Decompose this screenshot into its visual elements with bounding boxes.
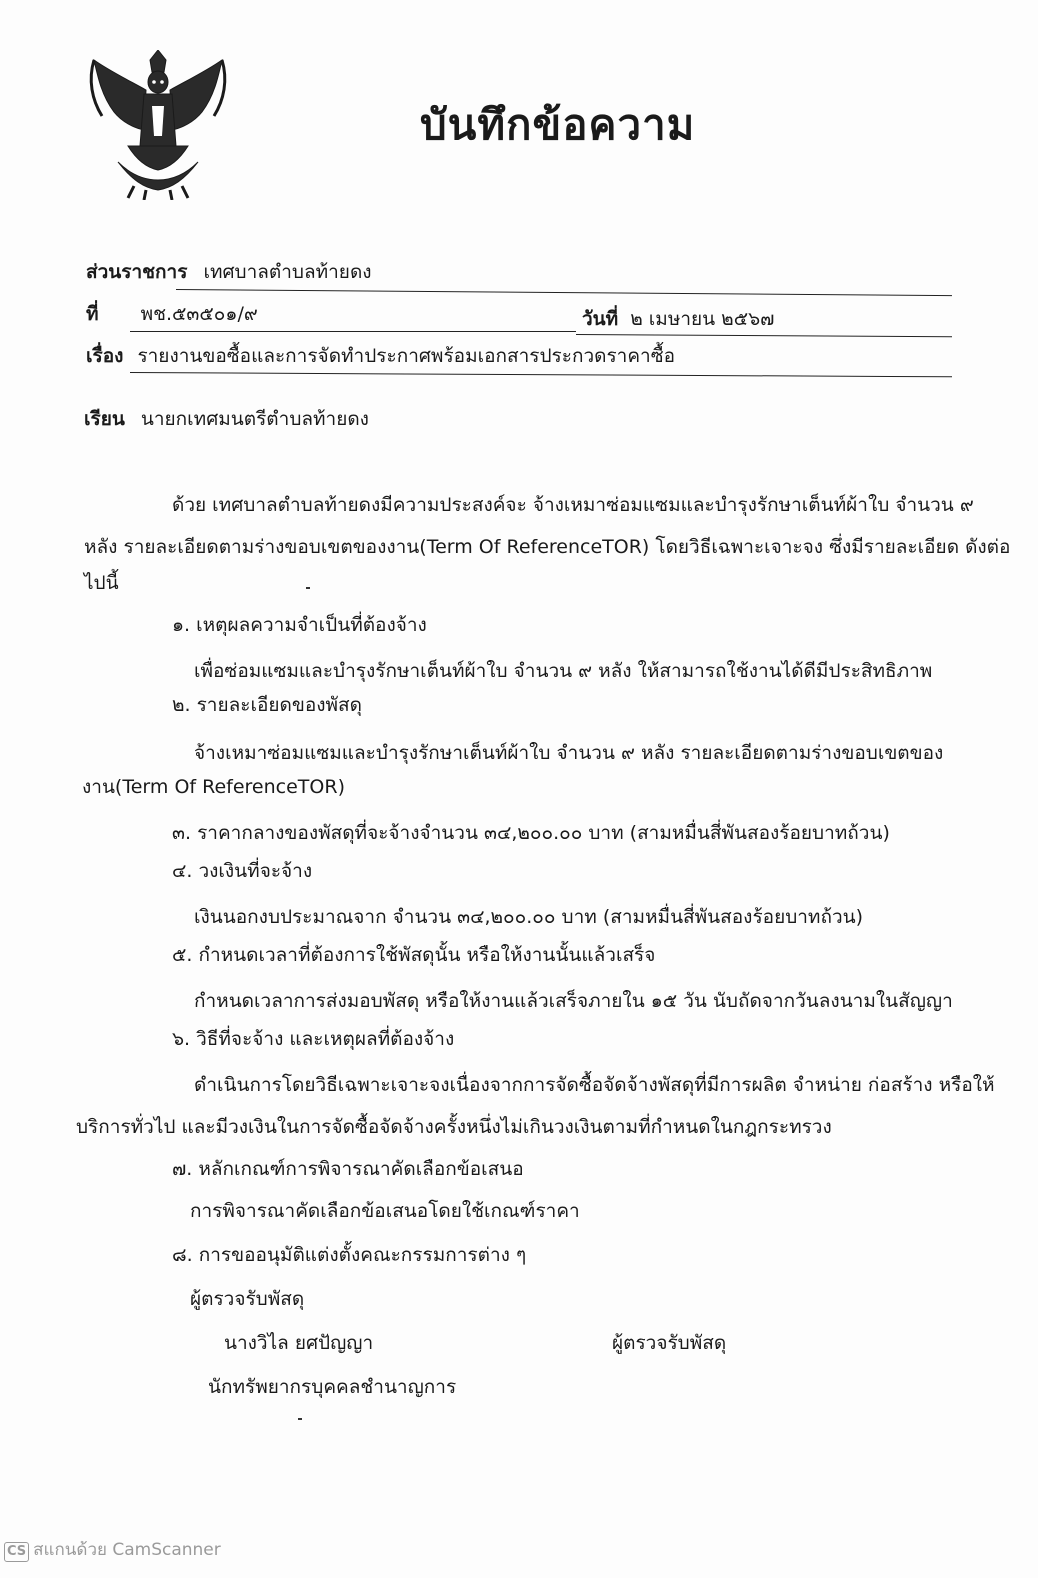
speck xyxy=(298,1418,302,1420)
item-5-body: กำหนดเวลาการส่งมอบพัสดุ หรือให้งานแล้วเสร็จภายใน ๑๕ วัน นับถัดจากวันลงนามในสัญญา xyxy=(194,990,953,1012)
agency-underline xyxy=(176,289,952,296)
item-8-heading: ๘. การขออนุมัติแต่งตั้งคณะกรรมการต่าง ๆ xyxy=(172,1244,527,1266)
ref-value: พช.๕๓๕๐๑/๙ xyxy=(140,303,258,325)
subject-label: เรื่อง xyxy=(86,345,124,367)
item-5-heading: ๕. กำหนดเวลาที่ต้องการใช้พัสดุนั้น หรือให้งานนั้นแล้วเสร็จ xyxy=(172,944,656,966)
subject-underline xyxy=(130,372,952,377)
ref-underline xyxy=(130,331,576,332)
intro-line-3: ไปนี้ xyxy=(84,572,119,594)
date-label: วันที่ xyxy=(582,308,619,330)
item-3-heading: ๓. ราคากลางของพัสดุที่จะจ้างจำนวน ๓๔,๒๐๐.๐๐ บาท (สามหมื่นสี่พันสองร้อยบาทถ้วน) xyxy=(172,822,890,844)
committee-member-role: ผู้ตรวจรับพัสดุ xyxy=(612,1332,727,1354)
to-row xyxy=(84,404,369,434)
committee-member-name: นางวิไล ยศปัญญา xyxy=(224,1332,374,1354)
item-1-body: เพื่อซ่อมแซมและบำรุงรักษาเต็นท์ผ้าใบ จำนวน ๙ หลัง ให้สามารถใช้งานได้ดีมีประสิทธิภาพ xyxy=(194,660,933,682)
intro-line-1: ด้วย เทศบาลตำบลท้ายดงมีความประสงค์จะ จ้างเหมาซ่อมแซมและบำรุงรักษาเต็นท์ผ้าใบ จำนวน ๙ xyxy=(172,494,974,516)
item-1-heading: ๑. เหตุผลความจำเป็นที่ต้องจ้าง xyxy=(172,614,427,636)
agency-value: เทศบาลตำบลท้ายดง xyxy=(203,261,372,283)
item-8-sub: ผู้ตรวจรับพัสดุ xyxy=(190,1288,305,1310)
item-6-body-1: ดำเนินการโดยวิธีเฉพาะเจาะจงเนื่องจากการจัดซื้อจัดจ้างพัสดุที่มีการผลิต จำหน่าย ก่อสร้าง หรือให้ xyxy=(194,1074,995,1096)
item-4-heading: ๔. วงเงินที่จะจ้าง xyxy=(172,860,313,882)
item-2-heading: ๒. รายละเอียดของพัสดุ xyxy=(172,694,362,716)
item-2-body-1: จ้างเหมาซ่อมแซมและบำรุงรักษาเต็นท์ผ้าใบ จำนวน ๙ หลัง รายละเอียดตามร่างขอบเขตของ xyxy=(194,742,944,764)
item-4-body: เงินนอกงบประมาณจาก จำนวน ๓๔,๒๐๐.๐๐ บาท (สามหมื่นสี่พันสองร้อยบาทถ้วน) xyxy=(194,906,864,928)
subject-row xyxy=(86,341,675,371)
item-7-body: การพิจารณาคัดเลือกข้อเสนอโดยใช้เกณฑ์ราคา xyxy=(190,1200,580,1222)
committee-member-position: นักทรัพยากรบุคคลชำนาญการ xyxy=(208,1376,457,1398)
to-value: นายกเทศมนตรีตำบลท้ายดง xyxy=(140,408,369,430)
item-6-heading: ๖. วิธีที่จะจ้าง และเหตุผลที่ต้องจ้าง xyxy=(172,1028,455,1050)
item-6-body-2: บริการทั่วไป และมีวงเงินในการจัดซื้อจัดจ้างครั้งหนึ่งไม่เกินวงเงินตามที่กำหนดในกฎกระทรวง xyxy=(76,1116,832,1138)
to-label: เรียน xyxy=(84,408,125,430)
camscanner-badge: CS xyxy=(4,1542,29,1562)
agency-row xyxy=(86,257,372,287)
date-row xyxy=(582,304,774,334)
ref-row xyxy=(86,299,258,329)
item-7-heading: ๗. หลักเกณฑ์การพิจารณาคัดเลือกข้อเสนอ xyxy=(172,1158,524,1180)
date-value: ๒ เมษายน ๒๕๖๗ xyxy=(630,308,775,330)
intro-line-2: หลัง รายละเอียดตามร่างขอบเขตของงาน(Term Of ReferenceTOR) โดยวิธีเฉพาะเจาะจง ซึ่งมีรายละเอียด ดังต่อ xyxy=(84,536,1011,558)
agency-label: ส่วนราชการ xyxy=(86,261,188,283)
document-title: บันทึกข้อความ xyxy=(420,100,696,149)
garuda-emblem-icon xyxy=(88,50,228,200)
camscanner-watermark xyxy=(4,1536,221,1563)
date-underline xyxy=(576,334,952,337)
ref-label: ที่ xyxy=(86,303,99,325)
speck xyxy=(306,587,310,589)
subject-value: รายงานขอซื้อและการจัดทำประกาศพร้อมเอกสารประกวดราคาซื้อ xyxy=(137,345,676,367)
item-2-body-2: งาน(Term Of ReferenceTOR) xyxy=(82,776,345,798)
camscanner-text: สแกนด้วย CamScanner xyxy=(33,1540,221,1560)
